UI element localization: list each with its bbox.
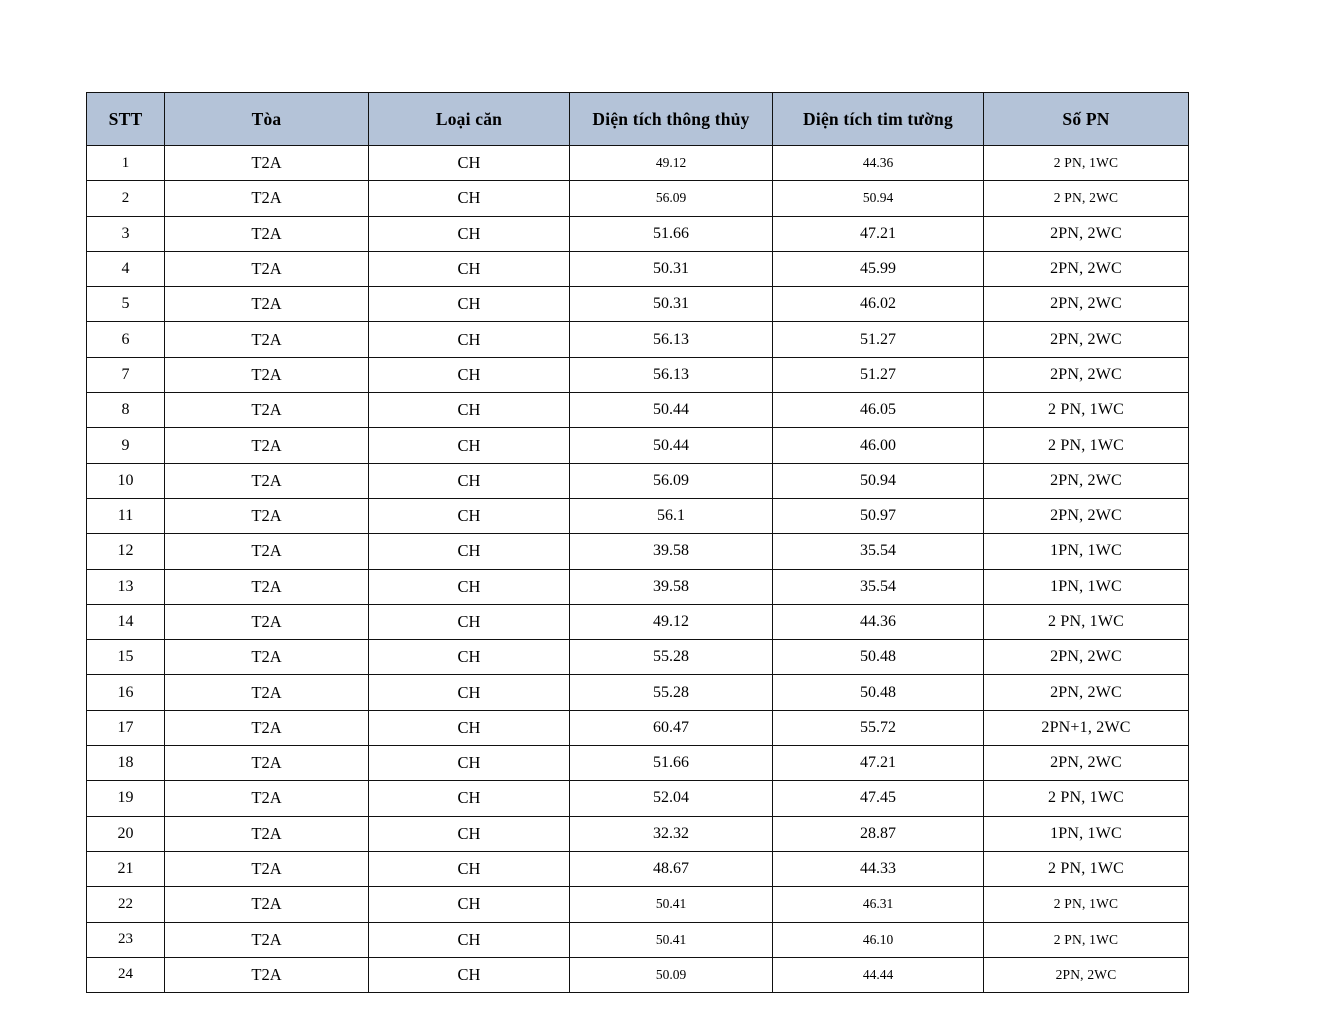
column-header-dien-tich-tim-tuong: Diện tích tim tường bbox=[773, 93, 984, 146]
cell-dien-tich-thong-thuy: 55.28 bbox=[570, 675, 773, 710]
cell-dien-tich-tim-tuong: 50.48 bbox=[773, 675, 984, 710]
cell-toa: T2A bbox=[165, 922, 369, 957]
cell-toa: T2A bbox=[165, 957, 369, 992]
cell-so-pn: 2PN, 2WC bbox=[984, 357, 1189, 392]
cell-dien-tich-thong-thuy: 50.09 bbox=[570, 957, 773, 992]
cell-dien-tich-thong-thuy: 49.12 bbox=[570, 146, 773, 181]
cell-stt: 14 bbox=[87, 604, 165, 639]
cell-stt: 13 bbox=[87, 569, 165, 604]
cell-dien-tich-tim-tuong: 28.87 bbox=[773, 816, 984, 851]
column-header-so-pn: Số PN bbox=[984, 93, 1189, 146]
cell-so-pn: 2 PN, 1WC bbox=[984, 851, 1189, 886]
cell-dien-tich-thong-thuy: 60.47 bbox=[570, 710, 773, 745]
cell-so-pn: 2PN, 2WC bbox=[984, 675, 1189, 710]
table-header bbox=[87, 93, 1189, 146]
cell-toa: T2A bbox=[165, 216, 369, 251]
cell-dien-tich-tim-tuong: 35.54 bbox=[773, 534, 984, 569]
cell-dien-tich-thong-thuy: 52.04 bbox=[570, 781, 773, 816]
cell-loai-can: CH bbox=[369, 710, 570, 745]
cell-dien-tich-thong-thuy: 50.44 bbox=[570, 393, 773, 428]
cell-loai-can: CH bbox=[369, 887, 570, 922]
cell-dien-tich-tim-tuong: 47.21 bbox=[773, 746, 984, 781]
cell-dien-tich-thong-thuy: 56.13 bbox=[570, 357, 773, 392]
cell-toa: T2A bbox=[165, 251, 369, 286]
cell-toa: T2A bbox=[165, 604, 369, 639]
cell-loai-can: CH bbox=[369, 498, 570, 533]
cell-toa: T2A bbox=[165, 710, 369, 745]
cell-stt: 8 bbox=[87, 393, 165, 428]
cell-stt: 3 bbox=[87, 216, 165, 251]
apartment-area-table-wrapper bbox=[86, 92, 1188, 993]
cell-dien-tich-tim-tuong: 51.27 bbox=[773, 357, 984, 392]
table-row bbox=[87, 322, 1189, 357]
cell-stt: 24 bbox=[87, 957, 165, 992]
cell-dien-tich-tim-tuong: 50.48 bbox=[773, 640, 984, 675]
cell-dien-tich-thong-thuy: 56.09 bbox=[570, 463, 773, 498]
cell-toa: T2A bbox=[165, 393, 369, 428]
cell-stt: 7 bbox=[87, 357, 165, 392]
cell-dien-tich-thong-thuy: 50.31 bbox=[570, 287, 773, 322]
cell-dien-tich-thong-thuy: 56.13 bbox=[570, 322, 773, 357]
table-row bbox=[87, 569, 1189, 604]
cell-toa: T2A bbox=[165, 887, 369, 922]
cell-dien-tich-thong-thuy: 39.58 bbox=[570, 534, 773, 569]
cell-dien-tich-tim-tuong: 50.97 bbox=[773, 498, 984, 533]
table-row bbox=[87, 463, 1189, 498]
table-row bbox=[87, 534, 1189, 569]
cell-dien-tich-thong-thuy: 49.12 bbox=[570, 604, 773, 639]
cell-so-pn: 1PN, 1WC bbox=[984, 569, 1189, 604]
table-row bbox=[87, 957, 1189, 992]
cell-dien-tich-thong-thuy: 32.32 bbox=[570, 816, 773, 851]
cell-dien-tich-tim-tuong: 35.54 bbox=[773, 569, 984, 604]
table-row bbox=[87, 710, 1189, 745]
cell-dien-tich-tim-tuong: 46.31 bbox=[773, 887, 984, 922]
cell-so-pn: 1PN, 1WC bbox=[984, 816, 1189, 851]
table-row bbox=[87, 287, 1189, 322]
cell-dien-tich-tim-tuong: 55.72 bbox=[773, 710, 984, 745]
cell-loai-can: CH bbox=[369, 181, 570, 216]
column-header-dien-tich-thong-thuy: Diện tích thông thủy bbox=[570, 93, 773, 146]
cell-loai-can: CH bbox=[369, 322, 570, 357]
cell-stt: 11 bbox=[87, 498, 165, 533]
cell-stt: 20 bbox=[87, 816, 165, 851]
cell-dien-tich-tim-tuong: 45.99 bbox=[773, 251, 984, 286]
cell-dien-tich-tim-tuong: 46.05 bbox=[773, 393, 984, 428]
table-row bbox=[87, 498, 1189, 533]
cell-toa: T2A bbox=[165, 851, 369, 886]
table-row bbox=[87, 146, 1189, 181]
column-header-stt: STT bbox=[87, 93, 165, 146]
column-header-toa: Tòa bbox=[165, 93, 369, 146]
cell-so-pn: 2PN, 2WC bbox=[984, 216, 1189, 251]
table-row bbox=[87, 393, 1189, 428]
table-row bbox=[87, 216, 1189, 251]
table-header-row bbox=[87, 93, 1189, 146]
cell-toa: T2A bbox=[165, 816, 369, 851]
cell-dien-tich-thong-thuy: 39.58 bbox=[570, 569, 773, 604]
cell-stt: 2 bbox=[87, 181, 165, 216]
cell-toa: T2A bbox=[165, 322, 369, 357]
cell-stt: 19 bbox=[87, 781, 165, 816]
cell-dien-tich-thong-thuy: 50.41 bbox=[570, 922, 773, 957]
cell-dien-tich-thong-thuy: 50.41 bbox=[570, 887, 773, 922]
cell-stt: 17 bbox=[87, 710, 165, 745]
cell-stt: 10 bbox=[87, 463, 165, 498]
cell-so-pn: 2PN, 2WC bbox=[984, 498, 1189, 533]
cell-stt: 12 bbox=[87, 534, 165, 569]
cell-toa: T2A bbox=[165, 146, 369, 181]
cell-loai-can: CH bbox=[369, 428, 570, 463]
cell-loai-can: CH bbox=[369, 146, 570, 181]
cell-stt: 9 bbox=[87, 428, 165, 463]
cell-dien-tich-tim-tuong: 46.00 bbox=[773, 428, 984, 463]
table-row bbox=[87, 746, 1189, 781]
table-body bbox=[87, 146, 1189, 993]
cell-toa: T2A bbox=[165, 746, 369, 781]
cell-loai-can: CH bbox=[369, 957, 570, 992]
cell-loai-can: CH bbox=[369, 675, 570, 710]
cell-loai-can: CH bbox=[369, 287, 570, 322]
cell-loai-can: CH bbox=[369, 851, 570, 886]
table-row bbox=[87, 781, 1189, 816]
cell-stt: 1 bbox=[87, 146, 165, 181]
cell-dien-tich-thong-thuy: 48.67 bbox=[570, 851, 773, 886]
cell-dien-tich-thong-thuy: 50.44 bbox=[570, 428, 773, 463]
cell-dien-tich-tim-tuong: 44.36 bbox=[773, 146, 984, 181]
cell-loai-can: CH bbox=[369, 781, 570, 816]
cell-so-pn: 2PN, 2WC bbox=[984, 463, 1189, 498]
cell-loai-can: CH bbox=[369, 216, 570, 251]
cell-stt: 5 bbox=[87, 287, 165, 322]
cell-so-pn: 2PN, 2WC bbox=[984, 251, 1189, 286]
cell-toa: T2A bbox=[165, 640, 369, 675]
cell-so-pn: 2PN, 2WC bbox=[984, 746, 1189, 781]
cell-dien-tich-tim-tuong: 50.94 bbox=[773, 181, 984, 216]
cell-toa: T2A bbox=[165, 181, 369, 216]
cell-toa: T2A bbox=[165, 428, 369, 463]
cell-dien-tich-thong-thuy: 56.09 bbox=[570, 181, 773, 216]
cell-toa: T2A bbox=[165, 463, 369, 498]
cell-so-pn: 2PN, 2WC bbox=[984, 640, 1189, 675]
cell-stt: 22 bbox=[87, 887, 165, 922]
column-header-loai-can: Loại căn bbox=[369, 93, 570, 146]
cell-loai-can: CH bbox=[369, 251, 570, 286]
cell-loai-can: CH bbox=[369, 640, 570, 675]
cell-loai-can: CH bbox=[369, 746, 570, 781]
cell-toa: T2A bbox=[165, 534, 369, 569]
table-row bbox=[87, 887, 1189, 922]
cell-loai-can: CH bbox=[369, 569, 570, 604]
cell-loai-can: CH bbox=[369, 393, 570, 428]
cell-dien-tich-tim-tuong: 46.02 bbox=[773, 287, 984, 322]
cell-dien-tich-thong-thuy: 51.66 bbox=[570, 746, 773, 781]
cell-toa: T2A bbox=[165, 675, 369, 710]
cell-dien-tich-thong-thuy: 50.31 bbox=[570, 251, 773, 286]
cell-loai-can: CH bbox=[369, 357, 570, 392]
cell-stt: 21 bbox=[87, 851, 165, 886]
cell-toa: T2A bbox=[165, 569, 369, 604]
cell-loai-can: CH bbox=[369, 463, 570, 498]
cell-loai-can: CH bbox=[369, 922, 570, 957]
cell-toa: T2A bbox=[165, 781, 369, 816]
table-row bbox=[87, 922, 1189, 957]
cell-dien-tich-tim-tuong: 44.33 bbox=[773, 851, 984, 886]
cell-so-pn: 2PN+1, 2WC bbox=[984, 710, 1189, 745]
cell-so-pn: 2 PN, 1WC bbox=[984, 887, 1189, 922]
cell-dien-tich-tim-tuong: 50.94 bbox=[773, 463, 984, 498]
cell-so-pn: 2PN, 2WC bbox=[984, 287, 1189, 322]
cell-dien-tich-tim-tuong: 46.10 bbox=[773, 922, 984, 957]
cell-so-pn: 2 PN, 1WC bbox=[984, 922, 1189, 957]
cell-so-pn: 2 PN, 1WC bbox=[984, 146, 1189, 181]
cell-stt: 18 bbox=[87, 746, 165, 781]
cell-stt: 4 bbox=[87, 251, 165, 286]
cell-dien-tich-thong-thuy: 56.1 bbox=[570, 498, 773, 533]
table-row bbox=[87, 181, 1189, 216]
table-row bbox=[87, 675, 1189, 710]
cell-dien-tich-tim-tuong: 47.21 bbox=[773, 216, 984, 251]
table-row bbox=[87, 851, 1189, 886]
cell-loai-can: CH bbox=[369, 604, 570, 639]
cell-loai-can: CH bbox=[369, 534, 570, 569]
cell-so-pn: 2 PN, 2WC bbox=[984, 181, 1189, 216]
cell-stt: 23 bbox=[87, 922, 165, 957]
cell-dien-tich-thong-thuy: 51.66 bbox=[570, 216, 773, 251]
table-row bbox=[87, 640, 1189, 675]
table-row bbox=[87, 357, 1189, 392]
cell-toa: T2A bbox=[165, 498, 369, 533]
cell-so-pn: 2 PN, 1WC bbox=[984, 393, 1189, 428]
cell-so-pn: 2 PN, 1WC bbox=[984, 604, 1189, 639]
cell-toa: T2A bbox=[165, 287, 369, 322]
cell-dien-tich-tim-tuong: 47.45 bbox=[773, 781, 984, 816]
cell-so-pn: 1PN, 1WC bbox=[984, 534, 1189, 569]
cell-dien-tich-thong-thuy: 55.28 bbox=[570, 640, 773, 675]
table-row bbox=[87, 428, 1189, 463]
cell-so-pn: 2PN, 2WC bbox=[984, 322, 1189, 357]
cell-stt: 6 bbox=[87, 322, 165, 357]
cell-dien-tich-tim-tuong: 44.36 bbox=[773, 604, 984, 639]
cell-so-pn: 2 PN, 1WC bbox=[984, 428, 1189, 463]
cell-loai-can: CH bbox=[369, 816, 570, 851]
table-row bbox=[87, 604, 1189, 639]
cell-dien-tich-tim-tuong: 51.27 bbox=[773, 322, 984, 357]
cell-toa: T2A bbox=[165, 357, 369, 392]
cell-so-pn: 2 PN, 1WC bbox=[984, 781, 1189, 816]
cell-dien-tich-tim-tuong: 44.44 bbox=[773, 957, 984, 992]
cell-stt: 15 bbox=[87, 640, 165, 675]
table-row bbox=[87, 251, 1189, 286]
cell-stt: 16 bbox=[87, 675, 165, 710]
apartment-area-table bbox=[86, 92, 1189, 993]
table-row bbox=[87, 816, 1189, 851]
cell-so-pn: 2PN, 2WC bbox=[984, 957, 1189, 992]
